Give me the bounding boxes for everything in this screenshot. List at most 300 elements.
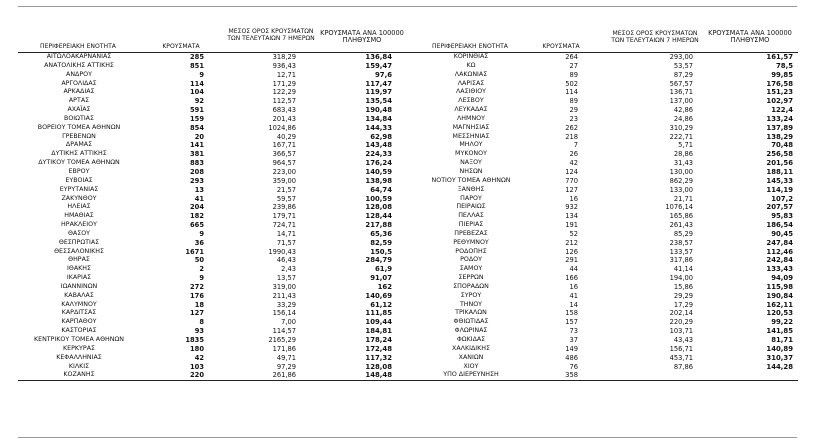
table-row [18,62,414,71]
avg-7day-cell: 87,29 [673,70,693,79]
avg-7day-cell: 53,57 [673,61,693,70]
right-header-cases: ΚΡΟΥΣΜΑΤΑ [542,43,580,50]
left-header-avg [216,28,326,42]
avg-7day-cell: 85,29 [673,229,693,238]
cases-cell: 127 [565,185,578,194]
avg-7day-cell: 5,71 [678,141,693,150]
rate-per-100k-cell: 138,98 [365,176,392,185]
rate-per-100k-cell: 120,53 [766,309,793,318]
cases-cell: 104 [190,88,204,97]
region-name-cell: ΣΠΟΡΑΔΩΝ [453,282,489,290]
avg-7day-cell: 936,43 [272,61,296,70]
table-row [410,265,798,274]
table-row [410,186,798,195]
cases-cell: 141 [190,141,204,150]
rate-per-100k-cell: 188,11 [766,167,793,176]
region-name-cell: ΤΗΝΟΥ [459,300,483,308]
avg-7day-cell: 2165,29 [268,336,296,344]
rate-per-100k-cell: 114,19 [766,185,793,194]
rate-per-100k-cell: 140,69 [365,291,392,300]
cases-cell: 262 [565,123,578,132]
cases-cell: 23 [569,114,578,123]
avg-7day-cell: 1990,43 [268,247,296,256]
cases-cell: 285 [190,53,204,61]
left-header-rate-line1: ΚΡΟΥΣΜΑΤΑ ΑΝΑ 100000 [320,29,404,37]
region-name-cell: ΛΗΜΝΟΥ [457,114,485,122]
cases-cell: 20 [194,132,204,141]
cases-cell: 220 [190,371,204,380]
region-name-cell: ΡΟΔΟΥ [460,256,482,264]
cases-cell: 272 [190,282,204,291]
region-name-cell: ΚΕΝΤΡΙΚΟΥ ΤΟΜΕΑ ΑΘΗΝΩΝ [33,336,124,343]
cases-cell: 176 [190,291,204,300]
avg-7day-cell: 46,43 [276,256,296,265]
avg-7day-cell: 133,57 [669,247,693,256]
region-name-cell: ΧΑΛΚΙΔΙΚΗΣ [452,344,490,352]
cases-cell: 212 [565,238,578,247]
rate-per-100k-cell: 111,85 [365,309,392,318]
right-header-avg-line2: ΤΩΝ ΤΕΛΕΥΤΑΙΩΝ 7 ΗΜΕΡΩΝ [611,37,699,44]
cases-cell: 76 [569,362,578,371]
cases-cell: 50 [194,256,204,265]
table-row [18,248,414,257]
region-name-cell: ΠΕΙΡΑΙΩΣ [456,203,486,211]
table-row [410,106,798,115]
table-row [410,115,798,124]
table-row [18,345,414,354]
region-name-cell: ΚΑΒΑΛΑΣ [64,291,94,299]
avg-7day-cell: 194,00 [669,274,693,283]
cases-cell: 13 [194,185,204,194]
cases-cell: 36 [194,238,204,247]
avg-7day-cell: 42,86 [673,106,693,115]
region-name-cell: ΑΧΑΪΑΣ [67,106,91,114]
cases-cell: 854 [190,123,204,132]
cases-cell: 770 [565,176,578,185]
rate-per-100k-cell: 138,29 [766,132,793,141]
table-row [410,212,798,221]
table-row [410,336,798,345]
table-row [410,345,798,354]
rate-per-100k-cell: 94,09 [771,274,793,283]
avg-7day-cell: 7,00 [281,318,296,327]
rate-per-100k-cell: 242,84 [766,256,793,265]
region-name-cell: ΚΑΡΔΙΤΣΑΣ [61,309,97,317]
avg-7day-cell: 40,29 [276,132,296,141]
cases-cell: 134 [565,212,578,221]
cases-cell: 591 [190,106,204,115]
table-row [410,371,798,381]
rate-per-100k-cell: 161,57 [766,53,793,61]
region-name-cell: ΜΗΛΟΥ [459,141,483,149]
region-name-cell: ΑΡΤΑΣ [68,97,90,105]
region-name-cell: ΠΑΡΟΥ [460,194,482,202]
table-row [18,195,414,204]
avg-7day-cell: 114,57 [272,327,296,336]
region-name-cell: ΒΟΡΕΙΟΥ ΤΟΜΕΑ ΑΘΗΝΩΝ [37,123,121,131]
cases-cell: 159 [190,114,204,123]
avg-7day-cell: 964,57 [272,159,296,168]
region-name-cell: ΚΕΦΑΛΛΗΝΙΑΣ [56,353,102,361]
left-table-body [18,53,414,381]
cases-cell: 44 [569,265,578,274]
avg-7day-cell: 293,00 [669,53,693,61]
rate-per-100k-cell: 176,24 [365,159,392,168]
cases-cell: 502 [565,79,578,88]
rate-per-100k-cell: 144,33 [365,123,392,132]
table-row [18,133,414,142]
right-header-avg-line1: ΜΕΣΟΣ ΟΡΟΣ ΚΡΟΥΣΜΑΤΩΝ [612,30,698,37]
table-row [18,80,414,89]
rate-per-100k-cell: 136,84 [365,53,392,61]
avg-7day-cell: 59,57 [276,194,296,203]
region-name-cell: ΛΑΣΙΘΙΟΥ [455,88,487,96]
cases-cell: 29 [569,106,578,115]
left-header-cases: ΚΡΟΥΣΜΑΤΑ [162,43,200,50]
rate-per-100k-cell: 128,08 [365,362,392,371]
left-header-avg-line1: ΜΕΣΟΣ ΟΡΟΣ ΚΡΟΥΣΜΑΤΩΝ [228,28,314,35]
region-name-cell: ΦΩΚΙΔΑΣ [456,336,486,343]
rate-per-100k-cell: 62,98 [370,132,392,141]
avg-7day-cell: 319,00 [272,282,296,291]
rate-per-100k-cell: 133,24 [766,114,793,123]
cases-cell: 124 [565,167,578,176]
avg-7day-cell: 317,86 [669,256,693,265]
table-row [410,239,798,248]
cases-cell: 103 [190,362,204,371]
rate-per-100k-cell: 135,54 [365,97,392,106]
cases-cell: 204 [190,203,204,212]
table-row [410,354,798,363]
table-row [18,212,414,221]
cases-cell: 92 [194,97,204,106]
table-row [18,88,414,97]
avg-7day-cell: 156,71 [669,344,693,353]
region-name-cell: ΒΟΙΩΤΙΑΣ [64,114,94,122]
table-row [18,203,414,212]
table-row [18,115,414,124]
avg-7day-cell: 97,29 [276,362,296,371]
region-name-cell: ΔΥΤΙΚΟΥ ΤΟΜΕΑ ΑΘΗΝΩΝ [38,159,120,167]
left-header-region: ΠΕΡΙΦΕΡΕΙΑΚΗ ΕΝΟΤΗΤΑ [40,43,116,50]
region-name-cell: ΝΑΞΟΥ [460,159,482,167]
cases-cell: 851 [190,61,204,70]
cases-cell: 41 [569,291,578,300]
rate-per-100k-cell: 190,48 [365,106,392,115]
cases-cell: 16 [569,194,578,203]
table-row [410,283,798,292]
avg-7day-cell: 33,29 [276,300,296,309]
region-name-cell: ΙΩΑΝΝΙΝΩΝ [60,282,98,290]
region-name-cell: ΡΟΔΟΠΗΣ [455,247,487,255]
rate-per-100k-cell: 140,59 [365,167,392,176]
rate-per-100k-cell: 190,84 [766,291,793,300]
avg-7day-cell: 133,00 [669,185,693,194]
avg-7day-cell: 171,29 [272,79,296,88]
rate-per-100k-cell: 95,83 [771,212,793,221]
rate-per-100k-cell: 159,47 [365,61,392,70]
rate-per-100k-cell: 284,79 [365,256,392,265]
rate-per-100k-cell: 119,97 [365,88,392,97]
table-row [410,230,798,239]
rate-per-100k-cell: 224,33 [365,150,392,159]
region-name-cell: ΚΙΛΚΙΣ [68,362,90,370]
cases-cell: 114 [565,88,578,97]
rate-per-100k-cell: 81,71 [771,336,793,344]
cases-cell: 486 [565,353,578,362]
region-name-cell: ΛΕΣΒΟΥ [458,97,484,105]
cases-cell: 381 [190,150,204,159]
avg-7day-cell: 49,71 [276,353,296,362]
region-name-cell: ΛΑΚΩΝΙΑΣ [454,70,488,78]
avg-7day-cell: 122,29 [272,88,296,97]
region-name-cell: ΕΒΡΟΥ [68,167,90,175]
region-name-cell: ΚΑΡΠΑΘΟΥ [61,318,97,326]
region-name-cell: ΑΝΔΡΟΥ [66,70,92,78]
avg-7day-cell: 24,86 [673,114,693,123]
table-row [410,248,798,257]
avg-7day-cell: 12,71 [276,70,296,79]
region-name-cell: ΑΙΤΩΛΟΑΚΑΡΝΑΝΙΑΣ [46,53,112,60]
table-row [410,177,798,186]
region-name-cell: ΘΑΣΟΥ [67,229,91,237]
region-name-cell: ΣΑΜΟΥ [459,265,483,273]
cases-cell: 9 [199,274,204,283]
rate-per-100k-cell: 61,12 [370,300,392,309]
rate-per-100k-cell: 112,46 [766,247,793,256]
cases-cell: 18 [194,300,204,309]
cases-cell: 9 [199,70,204,79]
table-row [410,168,798,177]
table-row [18,124,414,133]
table-row [18,168,414,177]
region-name-cell: ΑΝΑΤΟΛΙΚΗΣ ΑΤΤΙΚΗΣ [44,61,114,69]
cases-cell: 42 [194,353,204,362]
cases-cell: 114 [190,79,204,88]
rate-per-100k-cell: 178,24 [365,336,392,344]
avg-7day-cell: 261,43 [669,221,693,230]
cases-cell: 52 [569,229,578,238]
rate-per-100k-cell: 141,85 [766,327,793,336]
rate-per-100k-cell: 100,59 [365,194,392,203]
avg-7day-cell: 223,00 [272,167,296,176]
rate-per-100k-cell: 97,6 [374,70,392,79]
region-name-cell: ΛΑΡΙΣΑΣ [457,79,485,87]
right-header-region: ΠΕΡΙΦΕΡΕΙΑΚΗ ΕΝΟΤΗΤΑ [432,43,508,50]
avg-7day-cell: 359,00 [272,176,296,185]
table-row [410,71,798,80]
avg-7day-cell: 21,71 [673,194,693,203]
cases-cell: 1835 [185,336,204,344]
region-name-cell: ΕΥΡΥΤΑΝΙΑΣ [59,185,99,193]
table-row [410,97,798,106]
table-row [18,309,414,318]
rate-per-100k-cell: 186,54 [766,221,793,230]
rate-per-100k-cell: 61,9 [374,265,392,274]
region-name-cell: ΘΗΡΑΣ [68,256,90,264]
avg-7day-cell: 724,71 [272,221,296,230]
rate-per-100k-cell: 65,36 [370,229,392,238]
table-row [18,186,414,195]
table-row [410,256,798,265]
region-name-cell: ΔΡΑΜΑΣ [65,141,93,149]
rate-per-100k-cell: 107,2 [771,194,793,203]
table-row [410,301,798,310]
cases-cell: 7 [573,141,578,150]
cases-cell: 42 [569,159,578,168]
avg-7day-cell: 683,43 [272,106,296,115]
cases-cell: 26 [569,150,578,159]
rate-per-100k-cell: 133,43 [766,265,793,274]
rate-per-100k-cell: 99,22 [771,318,793,327]
rate-per-100k-cell: 172,48 [365,344,392,353]
table-row [18,97,414,106]
avg-7day-cell: 366,57 [272,150,296,159]
avg-7day-cell: 13,57 [276,274,296,283]
table-row [18,106,414,115]
cases-cell: 73 [569,327,578,336]
region-name-cell: ΥΠΟ ΔΙΕΡΕΥΝΗΣΗ [443,371,499,379]
cases-cell: 665 [190,221,204,230]
table-row [410,80,798,89]
rate-per-100k-cell: 150,5 [370,247,392,256]
rate-per-100k-cell: 184,81 [365,327,392,336]
avg-7day-cell: 179,71 [272,212,296,221]
avg-7day-cell: 453,71 [669,353,693,362]
avg-7day-cell: 220,29 [669,318,693,327]
avg-7day-cell: 103,71 [669,327,693,336]
table-row [18,327,414,336]
rate-per-100k-cell: 117,32 [365,353,392,362]
region-name-cell: ΠΙΕΡΙΑΣ [458,221,484,229]
cases-cell: 932 [565,203,578,212]
rate-per-100k-cell: 64,74 [370,185,392,194]
cases-cell: 127 [190,309,204,318]
table-row [18,301,414,310]
bottom-border [18,437,797,438]
avg-7day-cell: 167,71 [272,141,296,150]
table-row [18,159,414,168]
rate-per-100k-cell: 162 [377,282,392,291]
table-row [410,221,798,230]
region-name-cell: ΚΩ [466,61,476,69]
rate-per-100k-cell: 145,33 [766,176,793,185]
avg-7day-cell: 14,71 [276,229,296,238]
region-name-cell: ΜΕΣΣΗΝΙΑΣ [452,132,490,140]
cases-cell: 191 [565,221,578,230]
cases-cell: 149 [565,344,578,353]
table-row [410,133,798,142]
avg-7day-cell: 29,29 [673,291,693,300]
right-header-rate-line2: ΠΛΗΘΥΣΜΟ [730,36,770,44]
region-name-cell: ΜΥΚΟΝΟΥ [455,150,487,158]
table-row [18,71,414,80]
region-name-cell: ΣΕΡΡΩΝ [458,274,484,282]
rate-per-100k-cell: 122,4 [771,106,793,115]
cases-cell: 218 [565,132,578,141]
rate-per-100k-cell: 137,89 [766,123,793,132]
table-row [410,150,798,159]
region-name-cell: ΡΕΘΥΜΝΟΥ [453,238,489,246]
region-name-cell: ΗΡΑΚΛΕΙΟΥ [61,221,97,229]
cases-cell: 89 [569,97,578,106]
region-name-cell: ΠΡΕΒΕΖΑΣ [454,229,488,237]
region-name-cell: ΜΑΓΝΗΣΙΑΣ [452,123,490,131]
table-row [18,274,414,283]
right-header-avg [600,30,710,44]
avg-7day-cell: 137,00 [669,97,693,106]
region-name-cell: ΘΕΣΠΡΩΤΙΑΣ [58,238,100,246]
table-row [18,53,414,62]
table-row [18,354,414,363]
cases-cell: 358 [565,371,578,380]
table-row [410,141,798,150]
rate-per-100k-cell: 144,28 [766,362,793,371]
rate-per-100k-cell: 90,45 [771,229,793,238]
region-name-cell: ΝΗΣΩΝ [459,167,483,175]
table-row [410,53,798,62]
rate-per-100k-cell: 102,97 [766,97,793,106]
table-row [18,150,414,159]
region-name-cell: ΗΛΕΙΑΣ [67,203,91,211]
right-header-rate [700,30,800,44]
avg-7day-cell: 310,29 [669,123,693,132]
avg-7day-cell: 136,71 [669,88,693,97]
table-row [410,292,798,301]
left-header-rate [312,30,412,44]
rate-per-100k-cell: 148,48 [365,371,392,380]
region-name-cell: ΤΡΙΚΑΛΩΝ [455,309,487,317]
avg-7day-cell: 222,71 [669,132,693,141]
rate-per-100k-cell: 310,37 [766,353,793,362]
avg-7day-cell: 1076,14 [665,203,693,212]
table-row [18,265,414,274]
table-row [410,309,798,318]
avg-7day-cell: 2,43 [281,265,296,274]
avg-7day-cell: 28,86 [673,150,693,159]
rate-per-100k-cell: 140,89 [766,344,793,353]
region-name-cell: ΘΕΣΣΑΛΟΝΙΚΗΣ [54,247,104,255]
region-name-cell: ΚΕΡΚΥΡΑΣ [63,344,95,352]
rate-per-100k-cell: 143,48 [365,141,392,150]
region-name-cell: ΕΥΒΟΙΑΣ [65,176,93,184]
rate-per-100k-cell: 217,88 [365,221,392,230]
avg-7day-cell: 239,86 [272,203,296,212]
region-name-cell: ΝΟΤΙΟΥ ΤΟΜΕΑ ΑΘΗΝΩΝ [431,176,511,184]
avg-7day-cell: 201,43 [272,114,296,123]
avg-7day-cell: 1024,86 [268,123,296,132]
table-row [18,177,414,186]
cases-cell: 157 [565,318,578,327]
avg-7day-cell: 202,14 [669,309,693,318]
cases-cell: 37 [569,336,578,344]
region-name-cell: ΚΟΖΑΝΗΣ [63,371,95,379]
rate-per-100k-cell: 128,44 [365,212,392,221]
rate-per-100k-cell: 247,84 [766,238,793,247]
avg-7day-cell: 238,57 [669,238,693,247]
region-name-cell: ΦΘΙΩΤΙΔΑΣ [453,318,489,326]
cases-cell: 2 [199,265,204,274]
cases-cell: 1671 [185,247,204,256]
cases-cell: 14 [569,300,578,309]
region-name-cell: ΣΥΡΟΥ [460,291,482,299]
cases-cell: 41 [194,194,204,203]
cases-cell: 293 [190,176,204,185]
region-name-cell: ΓΡΕΒΕΝΩΝ [62,132,96,140]
avg-7day-cell: 41,14 [673,265,693,274]
rate-per-100k-cell: 151,23 [766,88,793,97]
region-name-cell: ΗΜΑΘΙΑΣ [64,212,94,220]
